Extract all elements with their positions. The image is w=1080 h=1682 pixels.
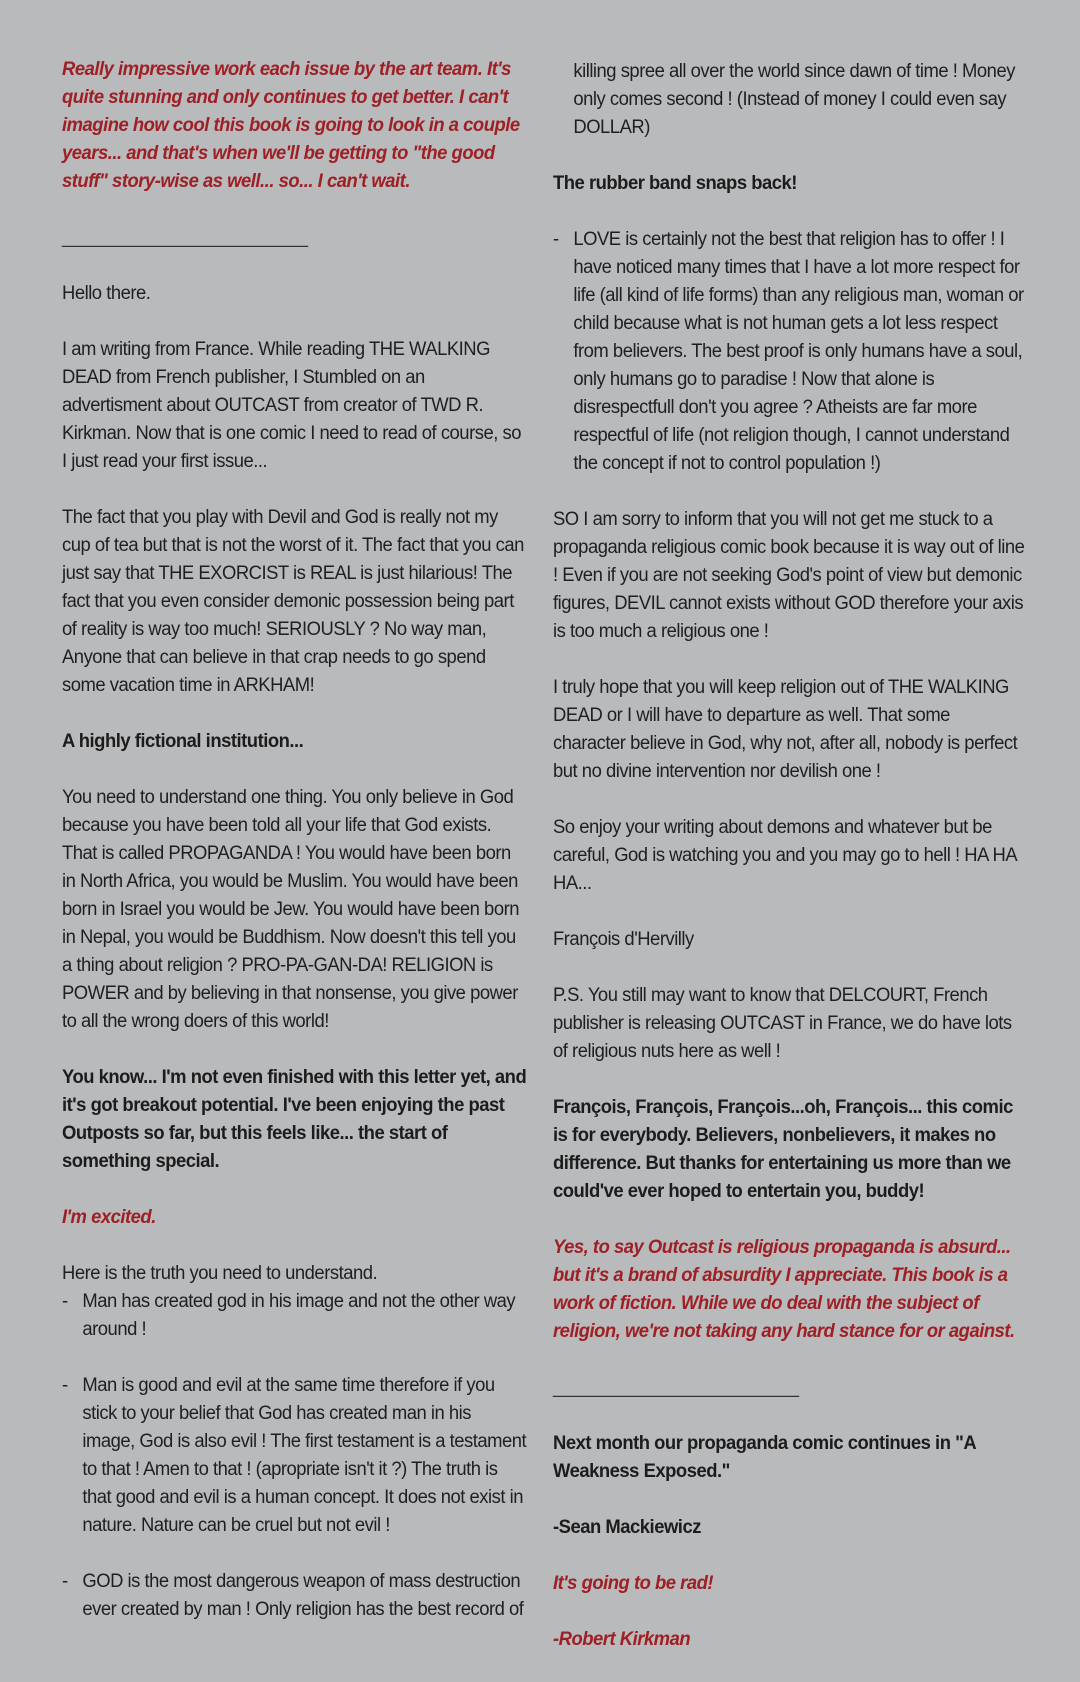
list-item: - GOD is the most dangerous weapon of mass destruction ever created by man ! Only religion has the best record of <box>62 1568 528 1624</box>
list-item: - Man has created god in his image and not the other way around ! <box>62 1288 528 1344</box>
letter-greeting: Hello there. <box>62 283 151 304</box>
right-column <box>553 58 1024 1682</box>
editor-rad-red: It's going to be rad! <box>553 1573 714 1594</box>
section-divider: ________________________ <box>553 1377 800 1398</box>
section-divider: ________________________ <box>62 227 309 248</box>
letter-signature: François d'Hervilly <box>553 929 694 950</box>
letter-paragraph: I am writing from France. While reading THE WALKING DEAD from French publisher, I Stumbled on an advertisment about OUTCAST from creator of TWD R. Kirkman. Now that is one comic I need to read of course, so I just read your first issue... <box>62 339 521 472</box>
editor-reply-red: Yes, to say Outcast is religious propaganda is absurd... but it's a brand of absurdity I appreciate. This book is a work of fiction. While we do deal with the subject of religion, we're not taking any hard stance for or against. <box>553 1237 1015 1342</box>
letter-bullet-list <box>62 1288 528 1624</box>
signature-robert: -Robert Kirkman <box>553 1629 691 1650</box>
left-column <box>62 56 528 1652</box>
editor-excited-red: I'm excited. <box>62 1207 156 1228</box>
letter-postscript: P.S. You still may want to know that DELCOURT, French publisher is releasing OUTCAST in France, we do have lots of religious nuts here as well ! <box>553 985 1012 1062</box>
list-item: - LOVE is certainly not the best that religion has to offer ! I have noticed many times that I have a lot more respect for life (all kind of life forms) than any religious man, woman or child because what is not human gets a lot less respect from believers. The best proof is only humans have a soul, only humans go to paradise ! Now that alone is disrespectfull don't you agree ? Atheists are far more respectful of life (not religion though, I cannot understand the concept if not to control population !) <box>553 226 1024 478</box>
letter-paragraph: So enjoy your writing about demons and whatever but be careful, God is watching you and you may go to hell ! HA HA HA... <box>553 817 1017 894</box>
letter-paragraph: Here is the truth you need to understand. <box>62 1263 378 1284</box>
list-item: - Man is good and evil at the same time therefore if you stick to your belief that God has created man in his image, God is also evil ! The first testament is a testament to that ! Amen to that ! (apropriate isn't it ?) The truth is that good and evil is a human concept. It does not exist in nature. Nature can be cruel but not evil ! <box>62 1372 528 1540</box>
letter-bullet-list <box>553 226 1024 478</box>
list-item-continued: killing spree all over the world since dawn of time ! Money only comes second ! (Instead of money I could even say DOLLAR) <box>573 61 1015 138</box>
editor-interjection: A highly fictional institution... <box>62 731 304 752</box>
editor-intro-red: Really impressive work each issue by the art team. It's quite stunning and only continues to get better. I can't imagine how cool this book is going to look in a couple years... and that's when we'll be getting to "the good stuff" story-wise as well... so... I can't wait. <box>62 59 520 192</box>
editor-reply-bold: François, François, François...oh, François... this comic is for everybody. Believers, nonbelievers, it makes no difference. But thanks for entertaining us more than we could've ever hoped to entertain you, buddy! <box>553 1097 1013 1202</box>
editor-interjection: You know... I'm not even finished with this letter yet, and it's got breakout potential. I've been enjoying the past Outposts so far, but this feels like... the start of something special. <box>62 1067 527 1172</box>
letter-paragraph: SO I am sorry to inform that you will not get me stuck to a propaganda religious comic book because it is way out of line ! Even if you are not seeking God's point of view but demonic figures, DEVIL cannot exists without GOD therefore your axis is too much a religious one ! <box>553 509 1025 642</box>
signature-sean: -Sean Mackiewicz <box>553 1517 701 1538</box>
letter-paragraph: The fact that you play with Devil and God is really not my cup of tea but that is not the worst of it. The fact that you can just say that THE EXORCIST is REAL is just hilarious! The fact that you even consider demonic possession being part of reality is way too much! SERIOUSLY ? No way man, Anyone that can believe in that crap needs to go spend some vacation time in ARKHAM! <box>62 507 524 696</box>
letter-paragraph: I truly hope that you will keep religion out of THE WALKING DEAD or I will have to departure as well. That some character believe in God, why not, after all, nobody is perfect but no divine intervention nor devilish one ! <box>553 677 1018 782</box>
next-month-teaser: Next month our propaganda comic continues in "A Weakness Exposed." <box>553 1433 976 1482</box>
editor-interjection: The rubber band snaps back! <box>553 173 797 194</box>
letter-paragraph: You need to understand one thing. You only believe in God because you have been told all your life that God exists. That is called PROPAGANDA ! You would have been born in North Africa, you would be Muslim. You would have been born in Israel you would be Jew. You would have been born in Nepal, you would be Buddhism. Now doesn't this tell you a thing about religion ? PRO-PA-GAN-DA! RELIGION is POWER and by believing in that nonsense, you give power to all the wrong doers of this world! <box>62 787 520 1032</box>
